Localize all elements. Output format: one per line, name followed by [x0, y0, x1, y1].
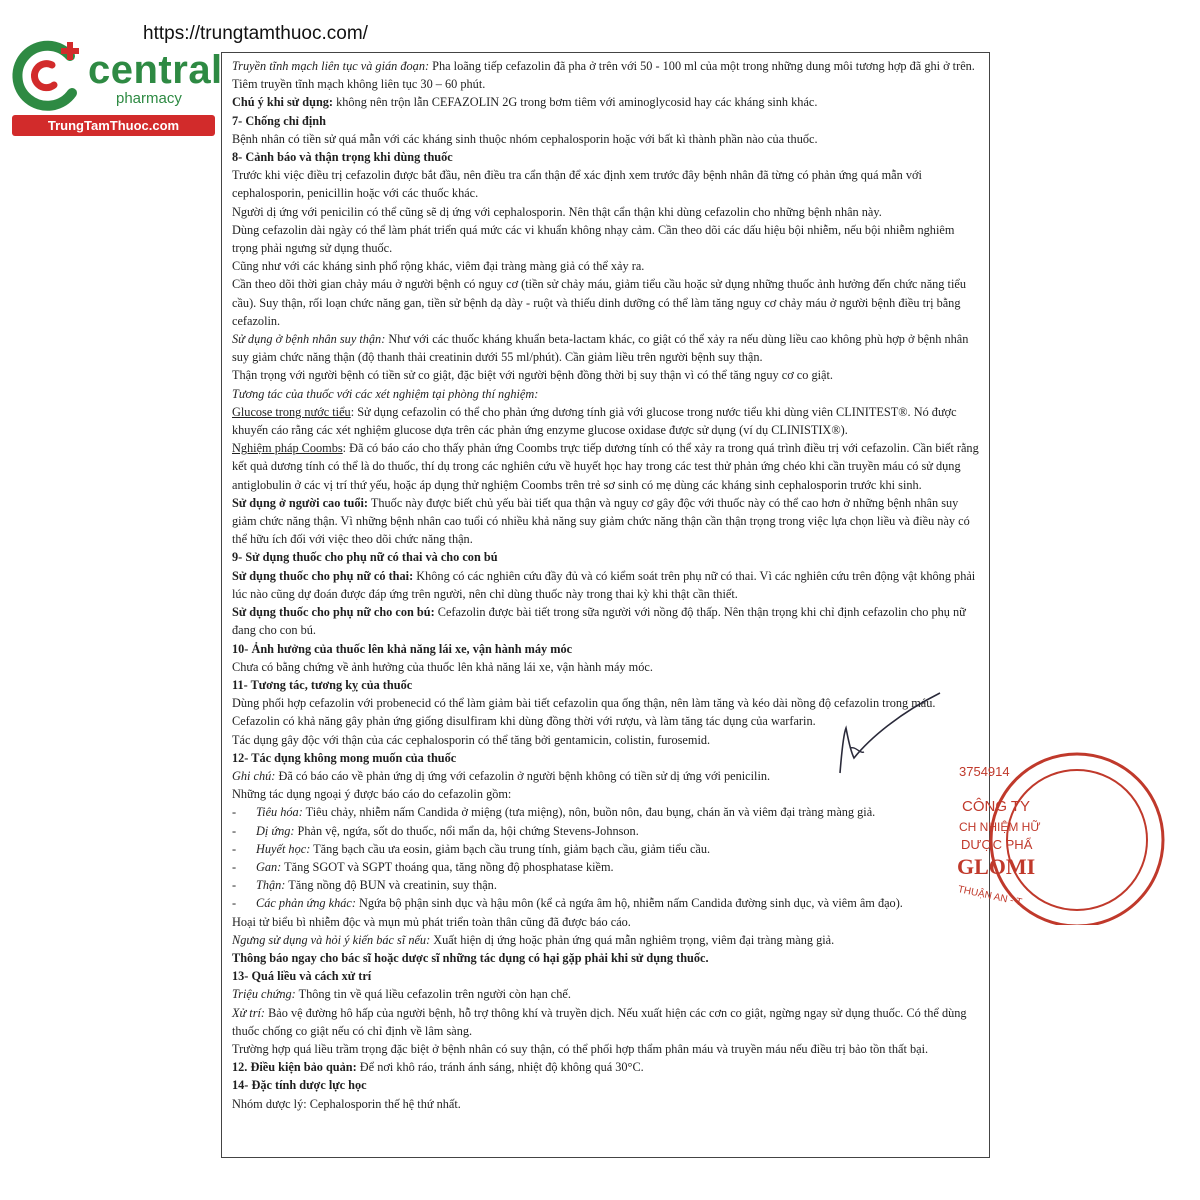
section-8-renal: Sử dụng ở bệnh nhân suy thận: Như với các thuốc kháng khuẩn beta-lactam khác, co giật có thể xảy ra nếu dùng liều cao không phù hợp ở bệnh nhân suy giảm chức năng thận (độ thanh thải creatinin dưới 55 ml/phút). Cần giảm liều trên người bệnh suy thận.: [232, 332, 969, 365]
section-8-coombs: Nghiệm pháp Coombs: Đã có báo cáo cho thấy phản ứng Coombs trực tiếp dương tính có thể xảy ra trong quá trình điều trị với cefazolin. Cần biết rằng kết quả dương tính có thể là do thuốc, thí dụ trong các nghiên cứu về huyết học hay trong các test thử phản ứng chéo khi cần truyền máu có sử dụng antiglobulin ở các vị trí thứ yếu, hoặc áp dụng thử nghiệm Coombs trên trẻ sơ sinh có mẹ dùng các kháng sinh cephalosporin trước khi sinh.: [232, 441, 979, 492]
section-11-p2: Cefazolin có khả năng gây phản ứng giống disulfiram khi dùng đồng thời với rượu, và làm tăng tác dụng của warfarin.: [232, 714, 816, 729]
section-13-symptoms: Triệu chứng: Thông tin về quá liều cefazolin trên người còn hạn chế.: [232, 987, 571, 1002]
caution-paragraph: Chú ý khi sử dụng: không nên trộn lẫn CEFAZOLIN 2G trong bơm tiêm với aminoglycosid hay các kháng sinh khác.: [232, 95, 818, 110]
stamp-line-1: CÔNG TY: [962, 798, 1031, 815]
adverse-item: - Huyết học: Tăng bạch cầu ưa eosin, giảm bạch cầu trung tính, giảm bạch cầu, giảm tiểu cầu.: [232, 841, 711, 856]
stamp-line-3: DƯỢC PHẨ: [961, 837, 1033, 852]
adverse-item: - Dị ứng: Phản vệ, ngứa, sốt do thuốc, nổi mẩn da, hội chứng Stevens-Johnson.: [232, 823, 639, 838]
section-10-title: 10- Ảnh hưởng của thuốc lên khả năng lái xe, vận hành máy móc: [232, 641, 573, 656]
handwritten-signature-icon: [830, 688, 950, 778]
section-7-title: 7- Chống chỉ định: [232, 113, 326, 128]
section-12-after: Hoại tử biểu bì nhiễm độc và mụn mủ phát triển toàn thân cũng đã được báo cáo.: [232, 914, 631, 929]
section-9-lactation: Sử dụng thuốc cho phụ nữ cho con bú: Cefazolin được bài tiết trong sữa người với nồng độ thấp. Nên thận trọng khi chỉ định cefazolin cho phụ nữ đang cho con bú.: [232, 605, 966, 638]
adverse-item: - Tiêu hóa: Tiêu chảy, nhiễm nấm Candida ở miệng (tưa miệng), nôn, buồn nôn, đau bụng, chán ăn và viêm đại tràng màng giả.: [232, 805, 876, 820]
section-13-severe: Trường hợp quá liều trầm trọng đặc biệt ở bệnh nhân có suy thận, có thể phối hợp thẩm phân máu và truyền máu nếu điều trị bảo tồn thất bại.: [232, 1041, 929, 1056]
adverse-item: - Các phản ứng khác: Ngứa bộ phận sinh dục và hậu môn (kể cả ngứa âm hộ, nhiễm nấm Candida đường sinh dục, và viêm âm đạo).: [232, 896, 903, 911]
storage-paragraph: 12. Điều kiện bảo quản: Để nơi khô ráo, tránh ánh sáng, nhiệt độ không quá 30°C.: [232, 1060, 644, 1075]
stamp-line-2: CH NHIỆM HỮ: [959, 820, 1041, 834]
section-9-title: 9- Sử dụng thuốc cho phụ nữ có thai và cho con bú: [232, 550, 498, 565]
section-11-p3: Tác dụng gây độc với thận của các cephalosporin có thể tăng bởi gentamicin, colistin, furosemid.: [232, 732, 711, 747]
section-8-title: 8- Cảnh báo và thận trọng khi dùng thuốc: [232, 150, 453, 165]
section-8-p3: Dùng cefazolin dài ngày có thể làm phát triển quá mức các vi khuẩn không nhạy cảm. Cần theo dõi các dấu hiệu bội nhiễm, nếu bội nhiễm nghiêm trọng phải ngưng sử dụng thuốc.: [232, 222, 955, 256]
section-8-lab-title: Tương tác của thuốc với các xét nghiệm tại phòng thí nghiệm:: [232, 386, 539, 401]
stamp-line-4: GLOMI: [957, 854, 1036, 879]
brand-logo[interactable]: [10, 38, 223, 138]
section-12-intro: Những tác dụng ngoại ý được báo cáo do cefazolin gồm:: [232, 787, 512, 802]
section-10-text: Chưa có bằng chứng về ảnh hưởng của thuốc lên khả năng lái xe, vận hành máy móc.: [232, 659, 653, 674]
company-stamp: [957, 750, 1200, 925]
section-8-glucose: Glucose trong nước tiểu: Sử dụng cefazolin có thể cho phản ứng dương tính giả với glucose trong nước tiểu khi dùng viên CLINITEST®. Nó được khuyến cáo rằng các xét nghiệm glucose dựa trên các phản ứng enzyme glucose oxidase được sử dụng (ví dụ CLINISTIX®).: [232, 404, 957, 438]
section-12-notify: Thông báo ngay cho bác sĩ hoặc dược sĩ những tác dụng có hại gặp phải khi sử dụng thuốc.: [232, 950, 709, 965]
leaflet-page: [221, 52, 990, 1158]
adverse-item: - Thận: Tăng nồng độ BUN và creatinin, suy thận.: [232, 878, 497, 893]
brand-subtitle: pharmacy: [116, 90, 182, 107]
brand-domain-badge: TrungTamThuoc.com: [12, 115, 215, 136]
section-13-title: 13- Quá liều và cách xử trí: [232, 969, 372, 984]
section-12-note: Ghi chú: Đã có báo cáo về phản ứng dị ứng với cefazolin ở người bệnh không có tiền sử dị ứng với penicilin.: [232, 768, 771, 783]
section-12-title: 12- Tác dụng không mong muốn của thuốc: [232, 750, 457, 765]
section-14-title: 14- Đặc tính dược lực học: [232, 1078, 367, 1093]
source-url[interactable]: https://trungtamthuoc.com/: [143, 23, 368, 44]
section-11-title: 11- Tương tác, tương kỵ của thuốc: [232, 677, 413, 692]
section-9-pregnancy: Sử dụng thuốc cho phụ nữ có thai: Không có các nghiên cứu đầy đủ và có kiểm soát trên phụ nữ có thai. Vì các nghiên cứu trên động vật không phải lúc nào cũng dự đoán được đáp ứng trên người, nên chỉ dùng thuốc này trong thai kỳ khi thật cần thiết.: [232, 568, 976, 601]
pharmacy-c-logo-icon: [10, 38, 90, 113]
section-8-elderly: Sử dụng ở người cao tuổi: Thuốc này được biết chủ yếu bài tiết qua thận và nguy cơ gây độc với thuốc này có thể cao hơn ở những bệnh nhân suy giảm chức năng thận. Vì những bệnh nhân cao tuổi có nhiều khả năng suy giảm chức năng thận cần thận trọng trong việc lựa chọn liều và điều này có thể hữu ích đối với việc theo dõi chức năng thận.: [232, 495, 970, 547]
section-13-treatment: Xử trí: Bảo vệ đường hô hấp của người bệnh, hỗ trợ thông khí và truyền dịch. Nếu xuất hiện các cơn co giật, ngừng ngay sử dụng thuốc. Có thể dùng thuốc chống co giật nếu có chỉ định về lâm sàng.: [232, 1005, 967, 1038]
section-7-text: Bệnh nhân có tiền sử quá mẫn với các kháng sinh thuộc nhóm cephalosporin hoặc với bất kì thành phần nào của thuốc.: [232, 131, 818, 146]
stamp-number: 3754914: [959, 764, 1010, 779]
adverse-item: - Gan: Tăng SGOT và SGPT thoáng qua, tăng nồng độ phosphatase kiềm.: [232, 859, 614, 874]
section-8-p1: Trước khi việc điều trị cefazolin được bắt đầu, nên điều tra cẩn thận để xác định xem trước đây bệnh nhân đã từng có phản ứng quá mẫn với cephalosporin, penicillin hoặc với các thuốc khác.: [232, 168, 922, 201]
section-8-p6: Thận trọng với người bệnh có tiền sử co giật, đặc biệt với người bệnh đồng thời bị suy thận vì có thể tăng nguy cơ co giật.: [232, 368, 833, 383]
section-11-p1: Dùng phối hợp cefazolin với probenecid có thể làm giảm bài tiết cefazolin qua ống thận, nên làm tăng và kéo dài nồng độ cefazolin trong máu.: [232, 696, 936, 711]
section-12-stop: Ngưng sử dụng và hỏi ý kiến bác sĩ nếu: Xuất hiện dị ứng hoặc phản ứng quá mẫn nghiêm trọng, viêm đại tràng màng giả.: [232, 932, 835, 947]
infusion-paragraph: Truyền tĩnh mạch liên tục và gián đoạn: Pha loãng tiếp cefazolin đã pha ở trên với 50 - 100 ml của một trong những dung môi tương hợp đã ghi ở trên. Tiêm truyền tĩnh mạch không liên tục 30 – 60 phút.: [232, 59, 975, 92]
stamp-line-5: THUẬN AN - T: [957, 884, 1023, 909]
section-14-text: Nhóm dược lý: Cephalosporin thế hệ thứ nhất.: [232, 1096, 461, 1111]
section-8-p5: Cần theo dõi thời gian chảy máu ở người bệnh có nguy cơ (tiền sử chảy máu, giảm tiểu cầu hoặc sử dụng những thuốc ảnh hưởng đến chức năng tiểu cầu). Suy thận, rối loạn chức năng gan, tiền sử bệnh dạ dày - ruột và thiếu dinh dưỡng có thể làm tăng nguy cơ chảy máu ở người bệnh điều trị bằng cefazolin.: [232, 277, 966, 328]
section-8-p4: Cũng như với các kháng sinh phổ rộng khác, viêm đại tràng màng giả có thể xảy ra.: [232, 259, 645, 274]
brand-name: central: [88, 48, 223, 92]
section-8-p2: Người dị ứng với penicilin có thể cũng sẽ dị ứng với cephalosporin. Nên thật cẩn thận khi dùng cefazolin cho những bệnh nhân này.: [232, 204, 882, 219]
